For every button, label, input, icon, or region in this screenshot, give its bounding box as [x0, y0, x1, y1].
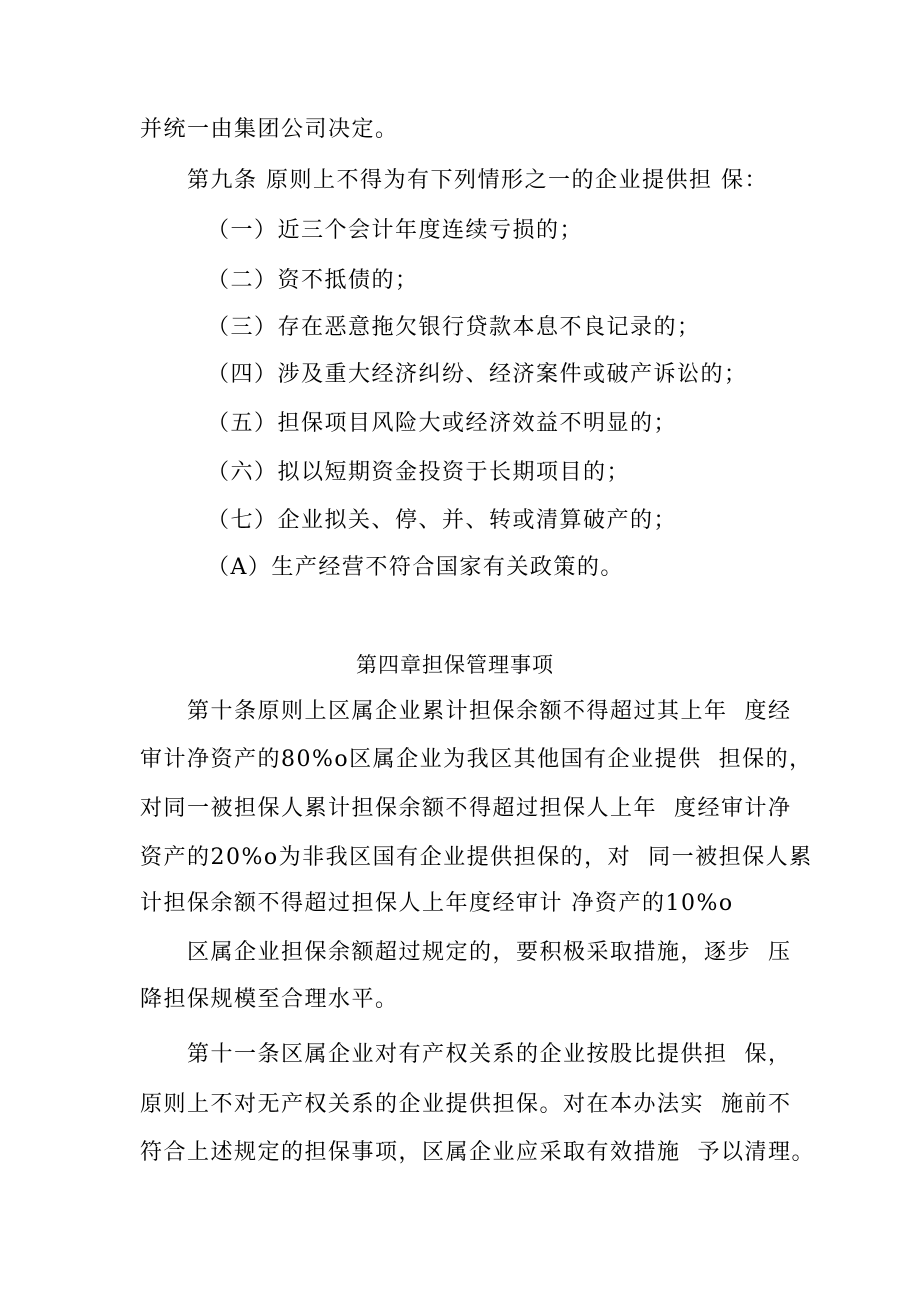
article-9-item: （七）企业拟关、停、并、转或清算破产的； [207, 508, 678, 533]
article-9-item: （A）生产经营不符合国家有关政策的。 [207, 555, 624, 580]
article-9-item: （二）资不抵债的； [207, 268, 419, 293]
reduce-paragraph-line: 区属企业担保余额超过规定的，要积极采取措施，逐步 压 [187, 940, 792, 965]
article-10-line: 第十条原则上区属企业累计担保余额不得超过其上年 度经 [187, 699, 792, 724]
article-11-line: 第十一条区属企业对有产权关系的企业按股比提供担 保， [187, 1042, 792, 1067]
article-10-line: 资产的20%o为非我区国有企业提供担保的，对 同一被担保人累 [140, 845, 813, 870]
article-10-line: 计担保余额不得超过担保人上年度经审计 净资产的10%o [140, 891, 734, 916]
article-11-line: 符合上述规定的担保事项，区属企业应采取有效措施 予以清理。 [140, 1140, 815, 1165]
article-10-line: 对同一被担保人累计担保余额不得超过担保人上年 度经审计净 [140, 796, 792, 821]
reduce-paragraph-line: 降担保规模至合理水平。 [140, 987, 399, 1012]
chapter-4-heading: 第四章担保管理事项 [356, 653, 554, 677]
article-9-item: （一）近三个会计年度连续亏损的； [207, 218, 584, 243]
article-9-item: （三）存在恶意拖欠银行贷款本息不良记录的； [207, 315, 701, 340]
article-10-line: 审计净资产的80%o区属企业为我区其他国有企业提供 担保的， [140, 747, 813, 772]
article-9-item: （五）担保项目风险大或经济效益不明显的； [207, 411, 678, 436]
article-9-title: 第九条 原则上不得为有下列情形之一的企业提供担 保： [187, 168, 768, 193]
article-9-item: （四）涉及重大经济纠纷、经济案件或破产诉讼的； [207, 362, 748, 387]
intro-line: 并统一由集团公司决定。 [140, 117, 399, 142]
article-9-item: （六）拟以短期资金投资于长期项目的； [207, 460, 631, 485]
article-11-line: 原则上不对无产权关系的企业提供担保。对在本办法实 施前不 [140, 1092, 792, 1117]
